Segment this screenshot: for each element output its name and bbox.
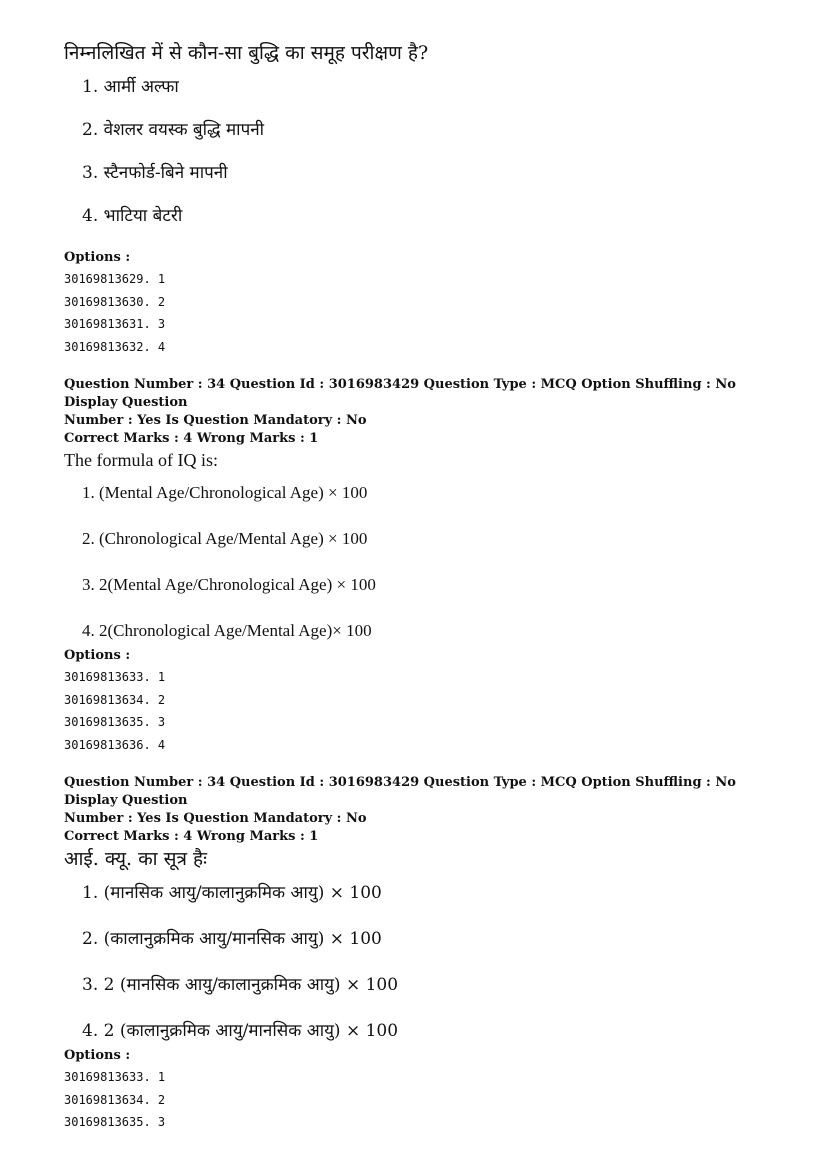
answer-option: 2. वेशलर वयस्क बुद्धि मापनी xyxy=(82,120,265,140)
question-meta: Number : Yes Is Question Mandatory : No xyxy=(64,413,367,428)
answer-option: 4. 2 (कालानुक्रमिक आयु/मानसिक आयु) × 100 xyxy=(82,1021,399,1041)
option-id: 30169813629. 1 xyxy=(64,272,166,286)
answer-option: 3. स्टैनफोर्ड-बिने मापनी xyxy=(82,163,228,183)
answer-options xyxy=(82,76,764,227)
answer-option: 1. आर्मी अल्फा xyxy=(82,77,179,97)
option-id: 30169813631. 3 xyxy=(64,317,166,331)
option-id: 30169813634. 2 xyxy=(64,692,166,707)
options-label: Options : xyxy=(64,1048,131,1063)
option-id: 30169813632. 4 xyxy=(64,339,166,354)
answer-option: 4. 2(Chronological Age/Mental Age)× 100 xyxy=(82,621,372,640)
marks-info: Correct Marks : 4 Wrong Marks : 1 xyxy=(64,431,319,446)
question-text: आई. क्यू. का सूत्र हैः xyxy=(64,848,207,870)
question-text: The formula of IQ is: xyxy=(64,450,218,470)
question-paper-page xyxy=(64,40,764,1134)
question-block-iq-formula-en xyxy=(64,376,764,756)
option-id: 30169813634. 2 xyxy=(64,1092,166,1107)
question-block-hindi-group-test xyxy=(64,40,764,358)
option-id: 30169813633. 1 xyxy=(64,670,166,684)
option-id: 30169813635. 3 xyxy=(64,1115,166,1129)
options-label: Options : xyxy=(64,250,131,265)
question-meta: Question Number : 34 Question Id : 3016983429 Question Type : MCQ Option Shuffling : No Display Question xyxy=(64,377,736,410)
answer-option: 1. (मानसिक आयु/कालानुक्रमिक आयु) × 100 xyxy=(82,883,382,903)
option-id: 30169813633. 1 xyxy=(64,1070,166,1084)
question-block-iq-formula-hi xyxy=(64,774,764,1134)
question-text: निम्नलिखित में से कौन-सा बुद्धि का समूह परीक्षण है? xyxy=(64,42,429,64)
option-id: 30169813636. 4 xyxy=(64,737,166,752)
answer-option: 4. भाटिया बेटरी xyxy=(82,206,183,226)
question-meta: Question Number : 34 Question Id : 3016983429 Question Type : MCQ Option Shuffling : No Display Question xyxy=(64,775,736,808)
option-id: 30169813635. 3 xyxy=(64,715,166,729)
options-label: Options : xyxy=(64,648,131,663)
answer-option: 2. (कालानुक्रमिक आयु/मानसिक आयु) × 100 xyxy=(82,929,382,949)
answer-option: 3. 2(Mental Age/Chronological Age) × 100 xyxy=(82,575,376,594)
answer-options xyxy=(82,882,764,1042)
answer-option: 2. (Chronological Age/Mental Age) × 100 xyxy=(82,529,368,548)
question-meta: Number : Yes Is Question Mandatory : No xyxy=(64,811,367,826)
marks-info: Correct Marks : 4 Wrong Marks : 1 xyxy=(64,829,319,844)
answer-option: 3. 2 (मानसिक आयु/कालानुक्रमिक आयु) × 100 xyxy=(82,975,399,995)
answer-options xyxy=(82,482,764,642)
answer-option: 1. (Mental Age/Chronological Age) × 100 xyxy=(82,483,368,502)
option-id: 30169813630. 2 xyxy=(64,294,166,309)
